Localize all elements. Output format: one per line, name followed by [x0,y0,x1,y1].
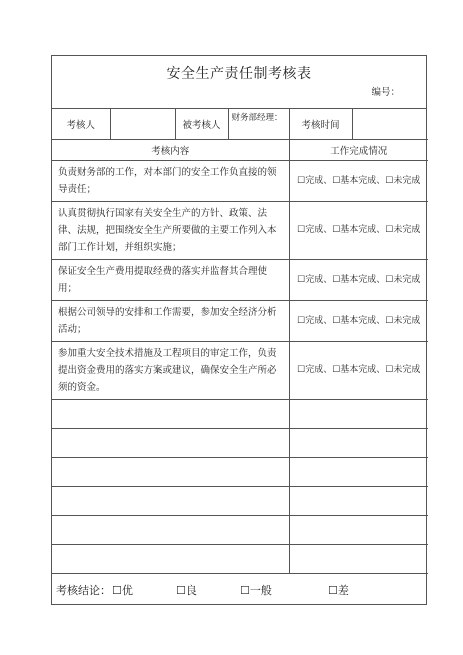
examiner-field[interactable] [110,109,175,140]
examiner-label: 考核人 [52,109,110,140]
option-good-checkbox[interactable]: ☐良 [176,584,197,597]
table-row [52,342,428,400]
blank-row [52,516,428,545]
task-status-checkboxes[interactable]: ☐完成、☐基本完成、☐未完成 [289,161,428,202]
blank-content-cell[interactable] [52,487,289,516]
task-content: 保证安全生产费用提取经费的落实并监督其合理使用； [52,260,289,301]
task-content: 负责财务部的工作，对本部门的安全工作负直接的领导责任； [52,161,289,202]
task-status-checkboxes[interactable]: ☐完成、☐基本完成、☐未完成 [289,202,428,260]
examinee-label: 被考核人 [175,109,228,140]
table-row [52,301,428,342]
task-status-checkboxes[interactable]: ☐完成、☐基本完成、☐未完成 [289,342,428,400]
blank-content-cell[interactable] [52,545,289,574]
assessment-form [51,55,427,605]
assessment-time-field[interactable] [352,109,428,140]
table-row [52,202,428,260]
blank-status-cell[interactable] [289,400,428,429]
table-row [52,161,428,202]
finance-manager-label: 财务部经理： [228,109,289,140]
task-content: 根据公司领导的安排和工作需要，参加安全经济分析活动； [52,301,289,342]
blank-row [52,429,428,458]
conclusion-row [52,574,426,604]
table-row [52,260,428,301]
blank-status-cell[interactable] [289,458,428,487]
content-column-header: 考核内容 [52,140,289,161]
conclusion-label: 考核结论： [56,584,111,597]
blank-content-cell[interactable] [52,458,289,487]
status-column-header: 工作完成情况 [289,140,428,161]
column-header-row [52,140,428,161]
header-row [52,109,428,140]
blank-status-cell[interactable] [289,429,428,458]
blank-row [52,487,428,516]
task-status-checkboxes[interactable]: ☐完成、☐基本完成、☐未完成 [289,301,428,342]
blank-row [52,400,428,429]
task-content: 参加重大安全技术措施及工程项目的审定工作，负责提出资金费用的落实方案或建议，确保安全生产所必须的资金。 [52,342,289,400]
blank-content-cell[interactable] [52,400,289,429]
assessment-time-label: 考核时间 [289,109,352,140]
blank-status-cell[interactable] [289,545,428,574]
option-excellent-checkbox[interactable]: ☐优 [112,584,133,597]
option-average-checkbox[interactable]: ☐一般 [240,584,272,597]
option-poor-checkbox[interactable]: ☐差 [328,584,349,597]
task-status-checkboxes[interactable]: ☐完成、☐基本完成、☐未完成 [289,260,428,301]
blank-row [52,545,428,574]
blank-row [52,458,428,487]
task-content: 认真贯彻执行国家有关安全生产的方针、政策、法律、法规，把围绕安全生产所要做的主要工作列入本部门工作计划，并组织实施； [52,202,289,260]
serial-number-label: 编号： [371,87,400,98]
blank-status-cell[interactable] [289,487,428,516]
blank-content-cell[interactable] [52,429,289,458]
assessment-table [52,109,428,574]
blank-content-cell[interactable] [52,516,289,545]
blank-status-cell[interactable] [289,516,428,545]
form-title: 安全生产责任制考核表 [166,66,312,82]
title-area [52,56,426,109]
